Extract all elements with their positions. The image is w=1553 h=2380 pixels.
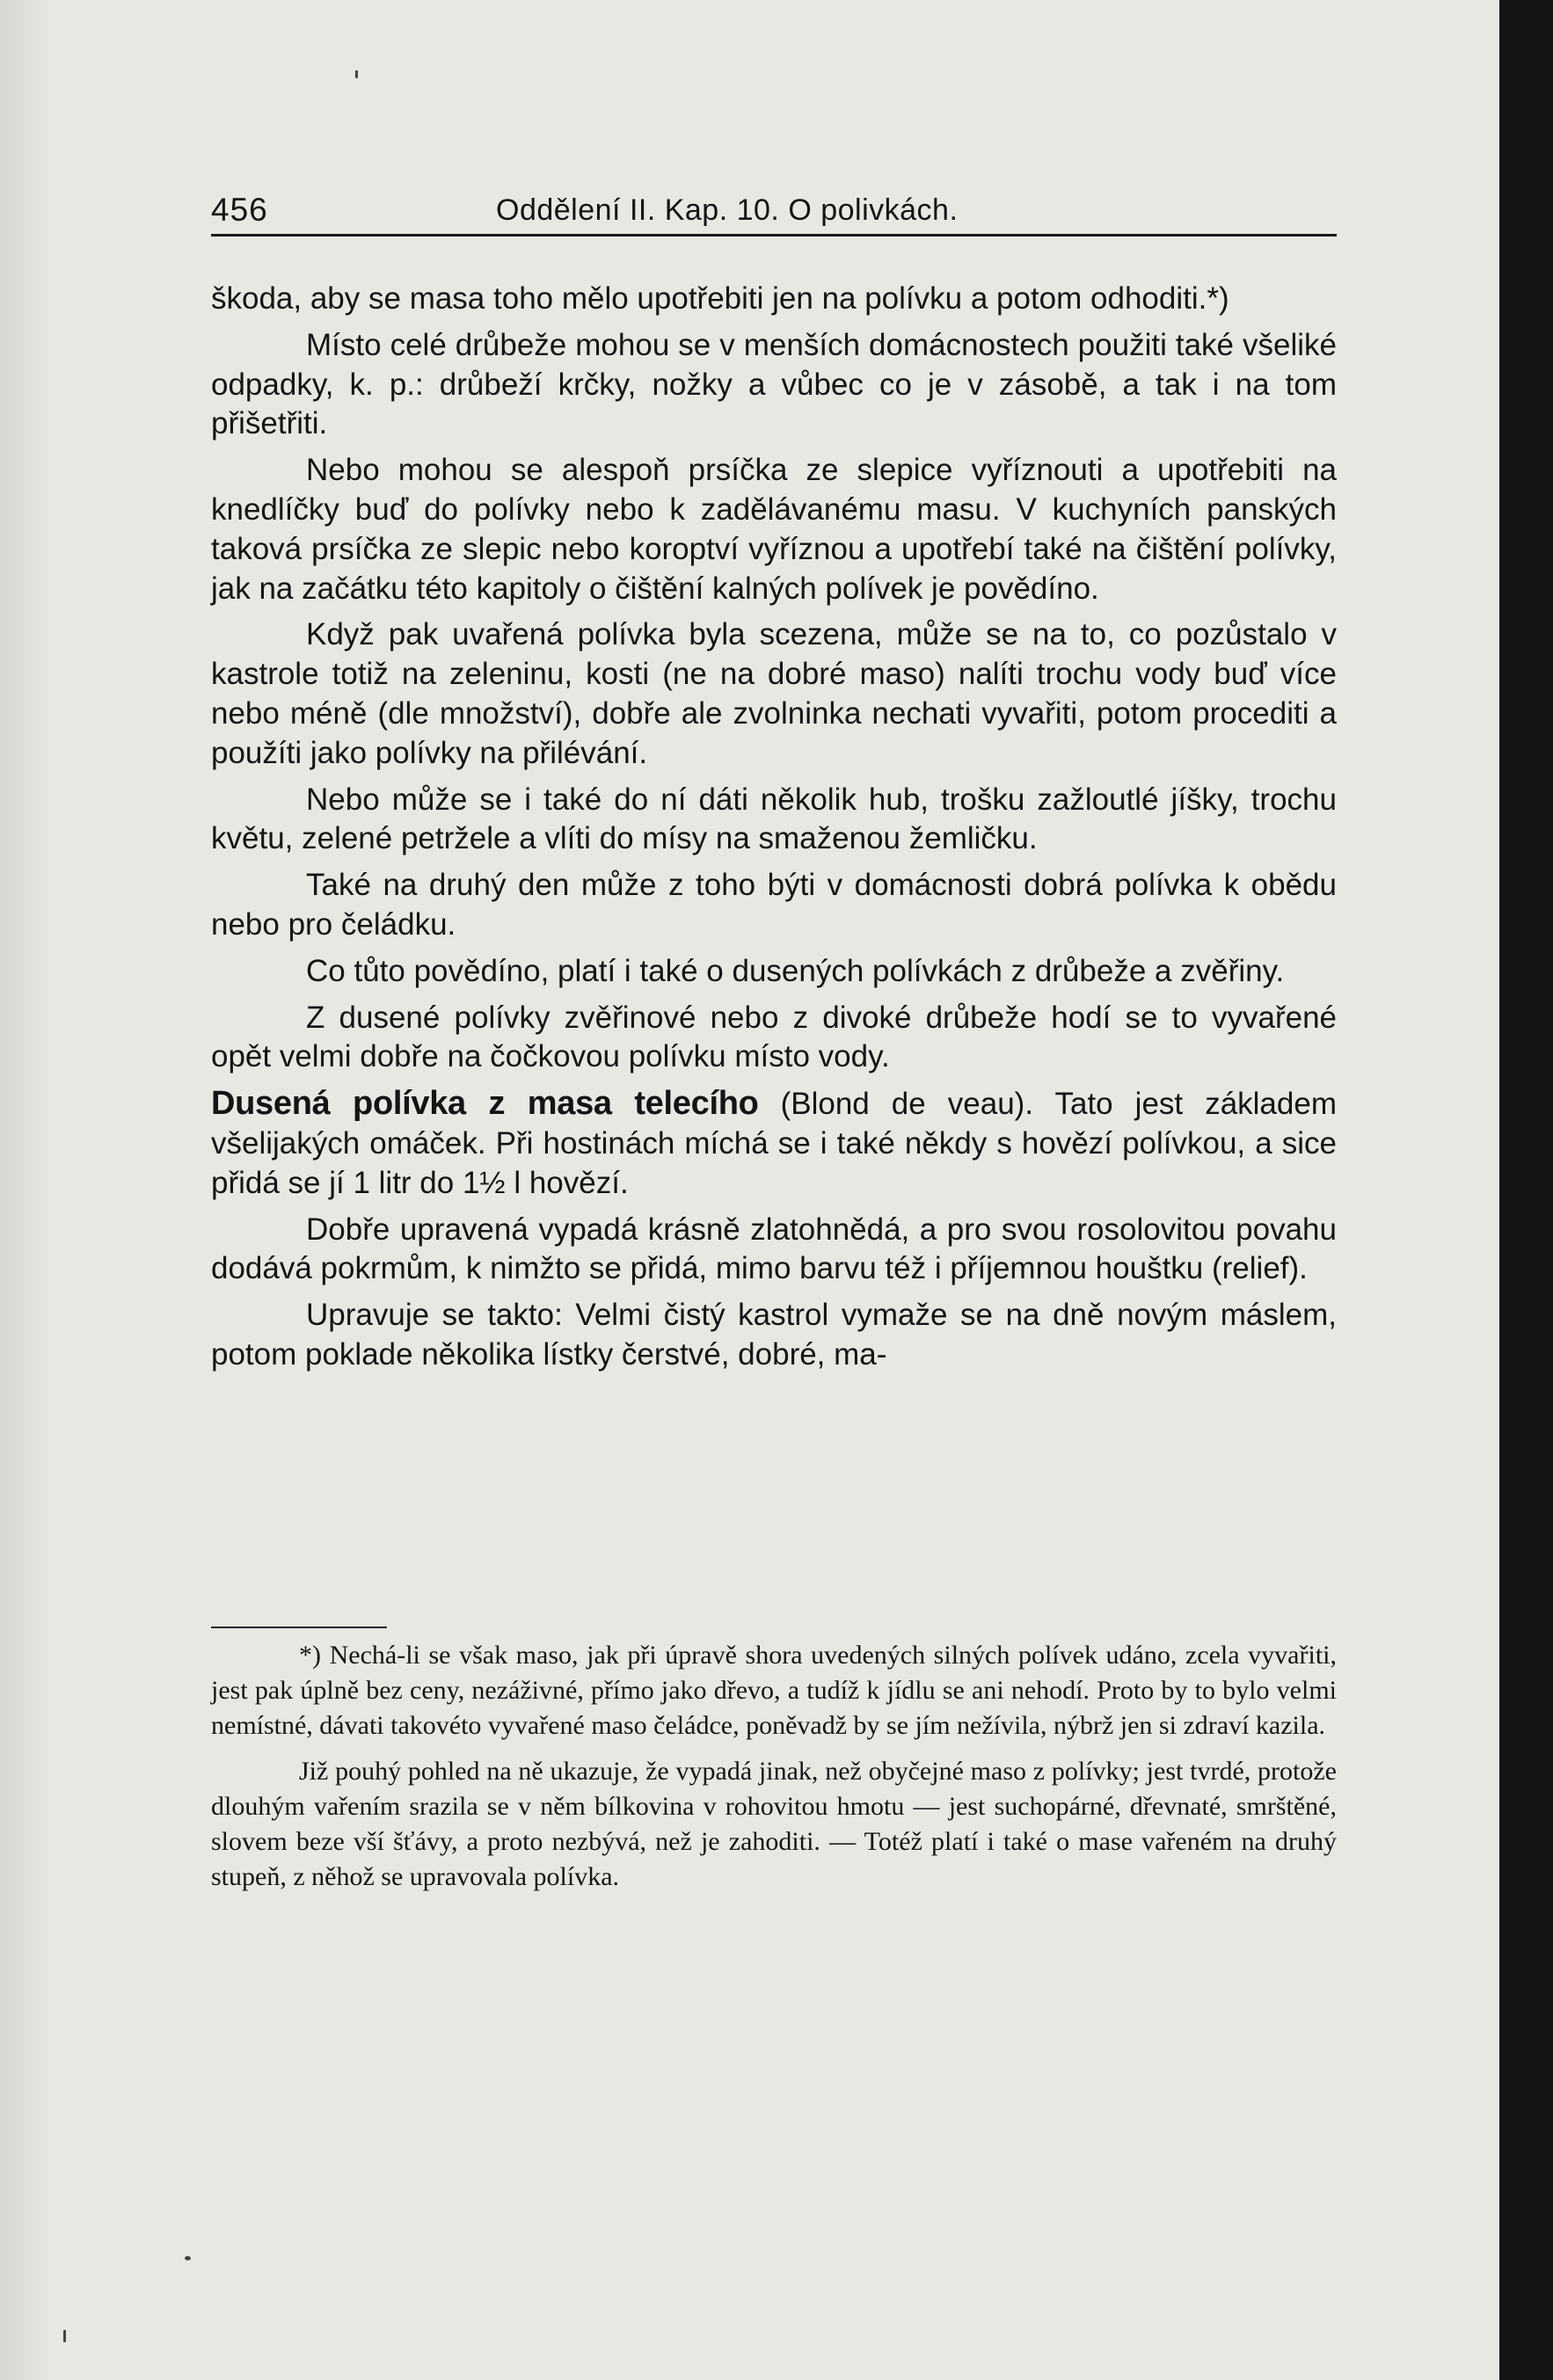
footnotes: [211, 1638, 1337, 1905]
paragraph: Dobře upravená vypadá krásně zlatohnědá, a pro svou rosolovitou povahu dodává pokrmům, k nimžto se přidá, mimo barvu též i příjemnou houštku (relief).: [211, 1212, 1337, 1286]
paragraph: Také na druhý den může z toho býti v domácnosti dobrá polívka k obědu nebo pro čeládku.: [211, 868, 1337, 942]
paragraph: Co tůto povědíno, platí i také o dusených polívkách z drůbeže a zvěřiny.: [306, 953, 1285, 988]
scan-border: [1499, 0, 1553, 2380]
paragraph: Z dusené polívky zvěřinové nebo z divoké drůbeže hodí se to vyvařené opět velmi dobře na čočkovou polívku místo vody.: [211, 1000, 1337, 1074]
paragraph: Nebo může se i také do ní dáti několik hub, trošku zažloutlé jíšky, trochu květu, zelené petržele a vlíti do mísy na smaženou žemličku.: [211, 782, 1337, 856]
scan-speck: [355, 70, 358, 78]
footnote: *) Nechá-li se však maso, jak při úpravě shora uvedených silných polívek udáno, zcela vyvařiti, jest pak úplně bez ceny, nezáživné, přímo jako dřevo, a tudíž k jídlu se ani nehodí. Proto by to bylo velmi nemístné, dávati takovéto vyvařené maso čeládce, poněvadž by se jím nežívila, nýbrž jen si zdraví kazila.: [211, 1641, 1337, 1740]
scan-speck: [185, 2256, 191, 2260]
paragraph: Nebo mohou se alespoň prsíčka ze slepice vyříznouti a upotřebiti na knedlíčky buď do polívky nebo k zadělávanému masu. V kuchyních panských taková prsíčka ze slepic nebo koroptví vyříznou a upotřebí také na čištění polívky, jak na začátku této kapitoly o čištění kalných polívek je povědíno.: [211, 453, 1337, 606]
paragraph: Místo celé drůbeže mohou se v menších domácnostech použiti také všeliké odpadky, k. p.: drůbeží krčky, nožky a vůbec co je v zásobě, a tak i na tom přišetřiti.: [211, 327, 1337, 441]
running-head: Oddělení II. Kap. 10. O polivkách.: [496, 193, 959, 227]
footnote: Již pouhý pohled na ně ukazuje, že vypadá jinak, než obyčejné maso z polívky; jest tvrdé, protože dlouhým vařením srazila se v něm bílkovina v rohovitou hmotu — jest suchopárné, dřevnaté, smrštěné, slovem beze vší šťávy, a proto nezbývá, než je zahoditi. — Totéž platí i také o mase vařeném na druhý stupeň, z něhož se upravovala polívka.: [211, 1757, 1337, 1891]
footnote-rule: [211, 1627, 387, 1628]
scan-speck: [63, 2330, 66, 2342]
header-rule: [211, 234, 1337, 237]
recipe-text: (Blond de veau). Tato jest základem všelijakých omáček. Při hostinách míchá se i také někdy s hovězí polívkou, a sice přidá se jí 1 litr do 1½ l hovězí.: [211, 1087, 1337, 1200]
paragraph: Když pak uvařená polívka byla scezena, může se na to, co pozůstalo v kastrole totiž na zeleninu, kosti (ne na dobré maso) nalíti trochu vody buď více nebo méně (dle množství), dobře ale zvolninka nechati vyvařiti, potom procediti a použíti jako polívky na přilévání.: [211, 617, 1337, 770]
page-number: 456: [211, 192, 268, 228]
recipe-paragraph: [211, 1084, 1337, 1203]
recipe-heading: Dusená polívka z masa telecího: [211, 1085, 759, 1123]
page-header: [211, 192, 1337, 236]
paragraph: škoda, aby se masa toho mělo upotřebiti jen na polívku a potom odhoditi.*): [211, 281, 1229, 316]
paragraph: Upravuje se takto: Velmi čistý kastrol vymaže se na dně novým máslem, potom poklade několika lístky čerstvé, dobré, ma-: [211, 1298, 1337, 1372]
body-text: [211, 280, 1337, 1382]
page-edge-shadow: [0, 0, 53, 2380]
